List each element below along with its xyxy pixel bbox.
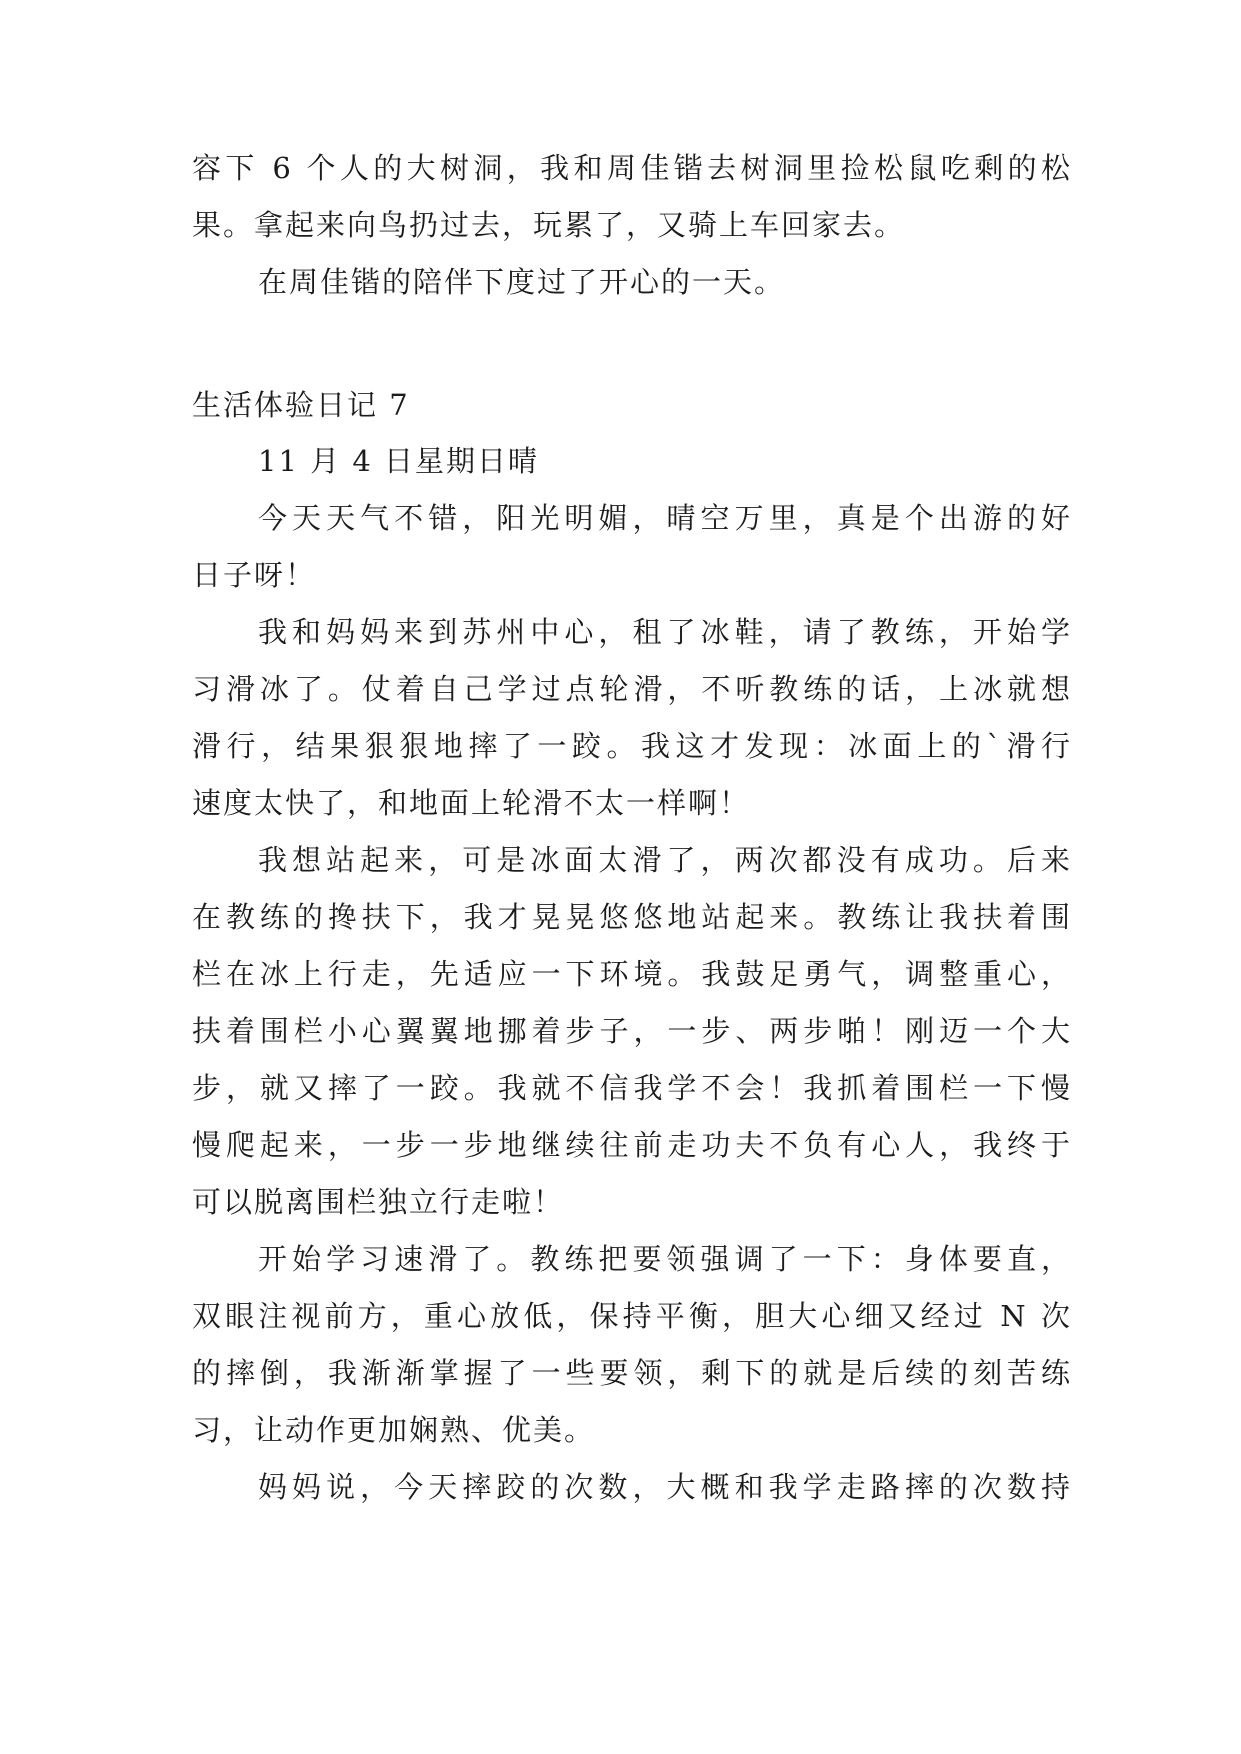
paragraph-line: 扶着围栏小心翼翼地挪着步子，一步、两步啪！刚迈一个大 — [192, 1014, 1072, 1048]
paragraph-line: 慢爬起来，一步一步地继续往前走功夫不负有心人，我终于 — [192, 1128, 1072, 1162]
paragraph-line: 在周佳锴的陪伴下度过了开心的一天。 — [258, 265, 786, 299]
paragraph-line: 习滑冰了。仗着自己学过点轮滑，不听教练的话，上冰就想 — [192, 672, 1072, 706]
paragraph-line: 习，让动作更加娴熟、优美。 — [192, 1413, 596, 1447]
paragraph-line: 可以脱离围栏独立行走啦！ — [192, 1185, 565, 1219]
paragraph-line: 速度太快了，和地面上轮滑不太一样啊！ — [192, 786, 751, 820]
paragraph-line: 果。拿起来向鸟扔过去，玩累了，又骑上车回家去。 — [192, 208, 906, 242]
paragraph-line: 我想站起来，可是冰面太滑了，两次都没有成功。后来 — [258, 843, 1072, 877]
paragraph-line: 妈妈说，今天摔跤的次数，大概和我学走路摔的次数持 — [258, 1470, 1072, 1504]
paragraph-line: 日子呀！ — [192, 558, 317, 592]
paragraph-line: 在教练的搀扶下，我才晃晃悠悠地站起来。教练让我扶着围 — [192, 900, 1072, 934]
paragraph-line: 容下 6 个人的大树洞，我和周佳锴去树洞里捡松鼠吃剩的松 — [192, 151, 1072, 185]
paragraph-line: 双眼注视前方，重心放低，保持平衡，胆大心细又经过 N 次 — [192, 1299, 1072, 1333]
paragraph-line: 栏在冰上行走，先适应一下环境。我鼓足勇气，调整重心， — [192, 957, 1072, 991]
paragraph-line: 步，就又摔了一跤。我就不信我学不会！我抓着围栏一下慢 — [192, 1071, 1072, 1105]
paragraph-line: 滑行，结果狠狠地摔了一跤。我这才发现：冰面上的`滑行 — [192, 729, 1072, 763]
diary-date: 11 月 4 日星期日晴 — [258, 444, 540, 478]
diary-title: 生活体验日记 7 — [192, 388, 410, 422]
paragraph-line: 的摔倒，我渐渐掌握了一些要领，剩下的就是后续的刻苦练 — [192, 1356, 1072, 1390]
paragraph-line: 我和妈妈来到苏州中心，租了冰鞋，请了教练，开始学 — [258, 615, 1072, 649]
paragraph-line: 开始学习速滑了。教练把要领强调了一下：身体要直， — [258, 1242, 1072, 1276]
paragraph-line: 今天天气不错，阳光明媚，晴空万里，真是个出游的好 — [258, 501, 1072, 535]
